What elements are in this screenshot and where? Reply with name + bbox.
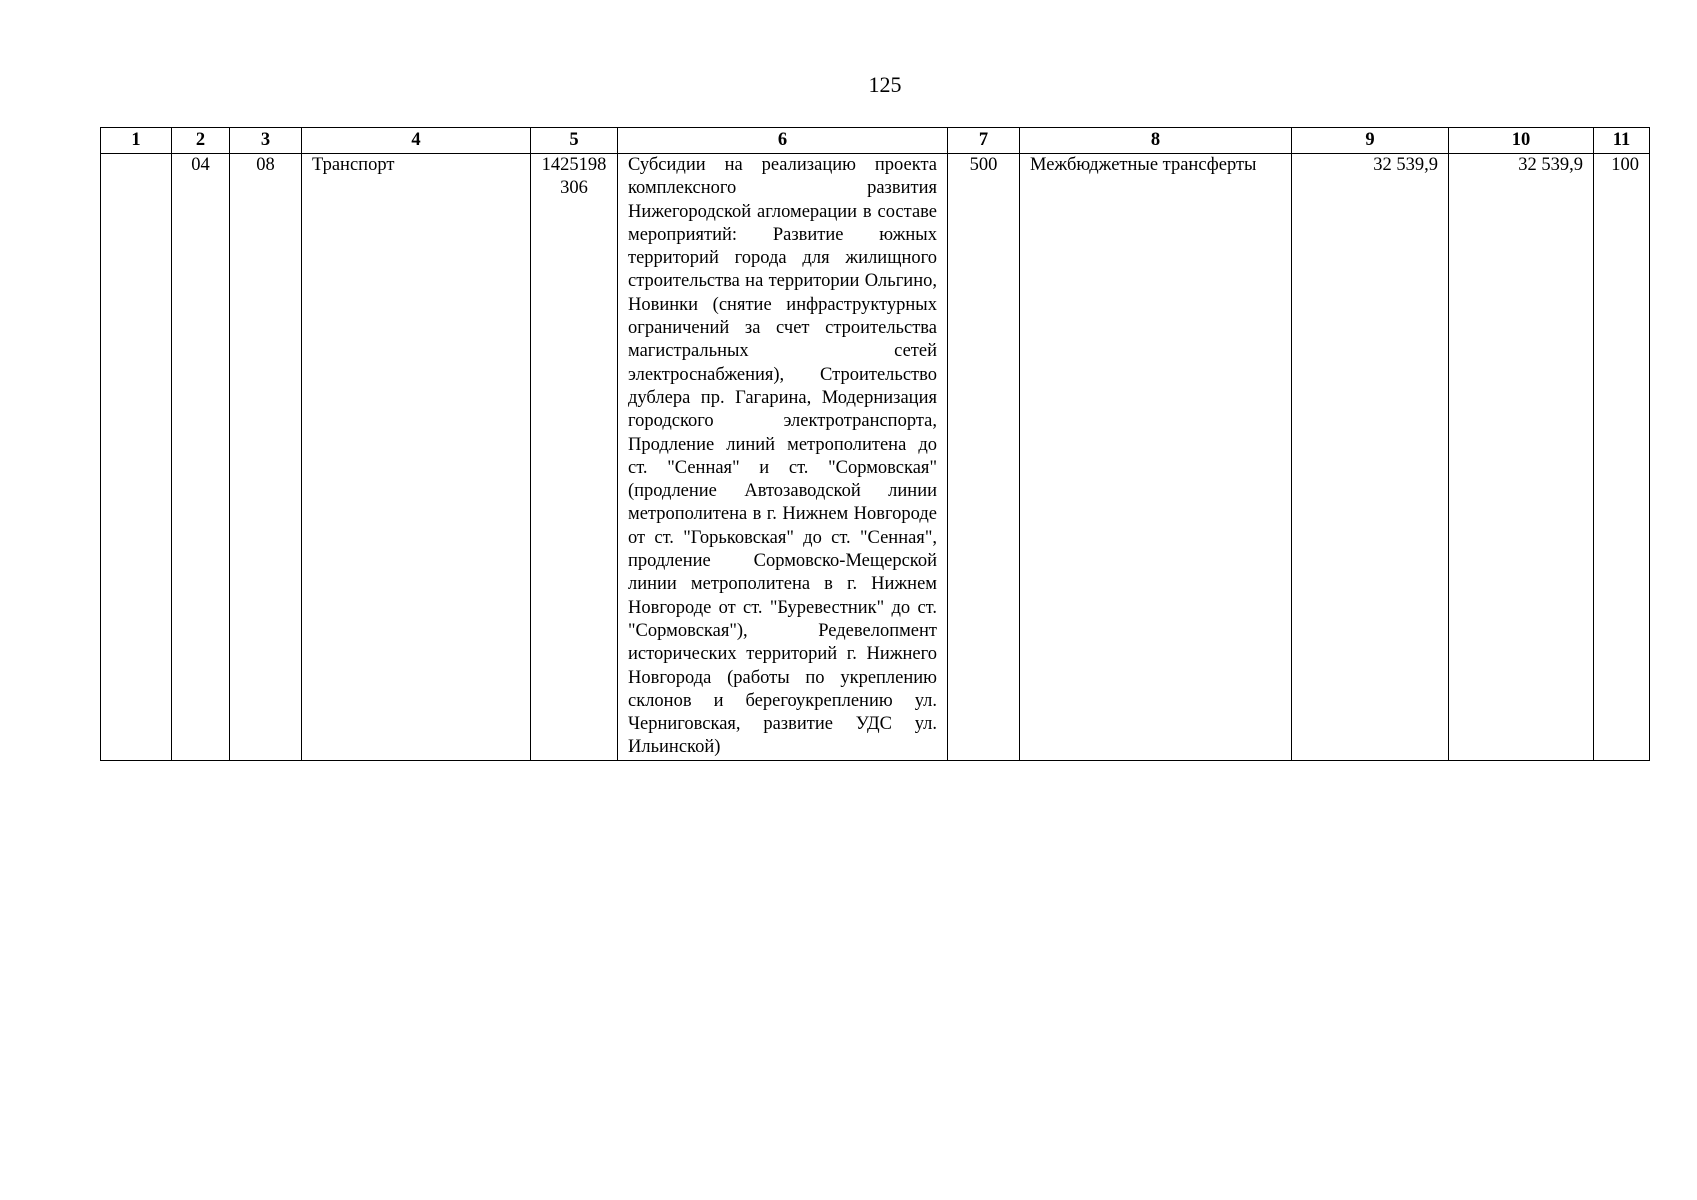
column-header: 10 <box>1449 128 1594 154</box>
table-row <box>101 154 1650 761</box>
budget-table <box>100 127 1650 761</box>
column-header: 1 <box>101 128 172 154</box>
cell-section-code: 04 <box>172 154 230 761</box>
column-header: 11 <box>1594 128 1650 154</box>
column-header: 9 <box>1292 128 1449 154</box>
table-header-row <box>101 128 1650 154</box>
page-number: 125 <box>868 72 902 97</box>
cell-actual-amount: 32 539,9 <box>1449 154 1594 761</box>
cell-article-description: Субсидии на реализацию проекта комплексного развития Нижегородской агломерации в составе мероприятий: Развитие южных территорий города для жилищного строительства на территории Ольгино, Новинки (снятие инфраструктурных ограничений за счет строительства магистральных сетей электроснабжения), Строительство дублера пр. Гагарина, Модернизация городского электротранспорта, Продление линий метрополитена до ст. "Сенная" и ст. "Сормовская" (продление Автозаводской линии метрополитена в г. Нижнем Новгороде от ст. "Горьковская" до ст. "Сенная", продление Сормовско-Мещерской линии метрополитена в г. Нижнем Новгороде от ст. "Буревестник" до ст. "Сормовская"), Редевелопмент исторических территорий г. Нижнего Новгорода (работы по укреплению склонов и берегоукреплению ул. Черниговская, развитие УДС ул. Ильинской) <box>618 154 948 761</box>
cell-planned-amount: 32 539,9 <box>1292 154 1449 761</box>
column-header: 8 <box>1020 128 1292 154</box>
cell-subsection-code: 08 <box>230 154 302 761</box>
column-header: 6 <box>618 128 948 154</box>
column-header: 3 <box>230 128 302 154</box>
column-header: 2 <box>172 128 230 154</box>
column-header: 5 <box>531 128 618 154</box>
column-header: 4 <box>302 128 531 154</box>
column-header: 7 <box>948 128 1020 154</box>
cell-number <box>101 154 172 761</box>
cell-execution-percent: 100 <box>1594 154 1650 761</box>
cell-expense-type-name: Межбюджетные трансферты <box>1020 154 1292 761</box>
cell-section-name: Транспорт <box>302 154 531 761</box>
cell-expense-type-code: 500 <box>948 154 1020 761</box>
cell-target-article: 1425198306 <box>531 154 618 761</box>
